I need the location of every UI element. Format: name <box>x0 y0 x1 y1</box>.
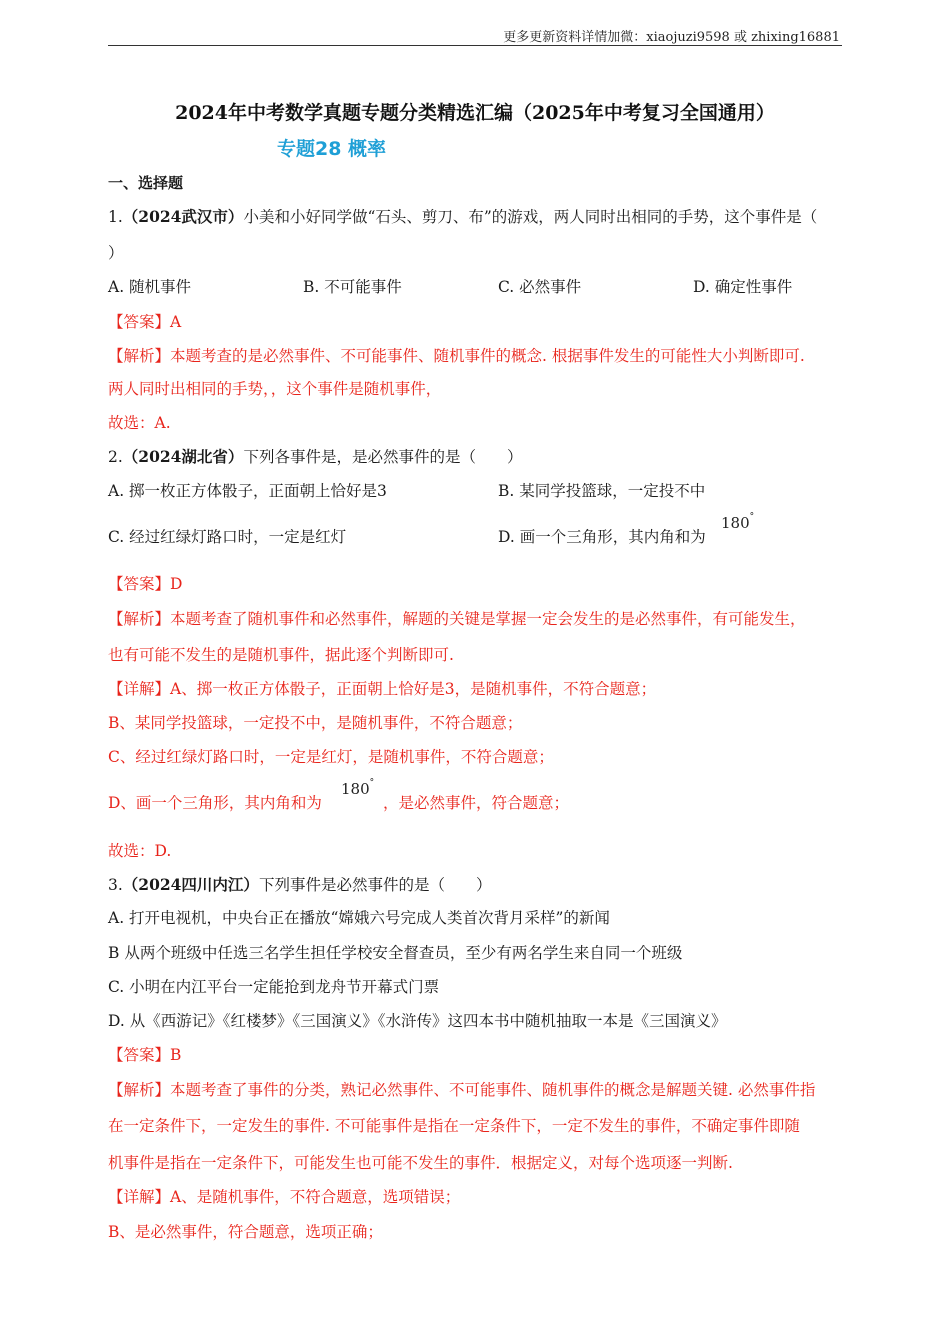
q1-option-a: A. 随机事件 <box>108 278 192 296</box>
q1-analysis-tag: 【解析】 <box>108 347 171 365</box>
q1-stem-end: ） <box>108 244 124 262</box>
q2-detail-c: C、经过红绿灯路口时，一定是红灯，是随机事件，不符合题意； <box>108 748 554 766</box>
q3-analysis-text: 本题考查了事件的分类，熟记必然事件、不可能事件、随机事件的概念是解题关键. 必然事件指 <box>170 1081 816 1099</box>
header-divider <box>108 45 842 46</box>
q1-option-b: B. 不可能事件 <box>303 278 402 296</box>
q2-analysis-text: 本题考查了随机事件和必然事件，解题的关键是掌握一定会发生的是必然事件，有可能发生， <box>170 610 806 628</box>
q2-analysis-2: 也有可能不发生的是随机事件，据此逐个判断即可. <box>108 646 454 664</box>
q2-number: 2. <box>108 448 123 466</box>
q3-detail-b: B、是必然事件，符合题意，选项正确； <box>108 1223 383 1241</box>
document-subtitle: 专题28 概率 <box>277 138 387 160</box>
q1-conclusion: 故选：A. <box>108 414 171 432</box>
q3-option-a: A. 打开电视机，中央台正在播放“嫦娥六号完成人类首次背月采样”的新闻 <box>108 909 610 927</box>
q2-analysis <box>108 608 806 630</box>
q2-answer-tag: 【答案】 <box>108 575 171 593</box>
q3-option-b: B 从两个班级中任选三名学生担任学校安全督查员，至少有两名学生来自同一个班级 <box>108 944 683 962</box>
section-heading: 一、选择题 <box>108 174 184 192</box>
q1-number: 1. <box>108 208 123 226</box>
q3-source: （2024四川内江） <box>122 875 259 894</box>
q3-stem <box>108 874 491 896</box>
q2-option-b: B. 某同学投篮球，一定投不中 <box>498 482 706 500</box>
q2-detail-a-text: A、掷一枚正方体骰子，正面朝上恰好是3，是随机事件，不符合题意； <box>170 680 657 698</box>
q3-option-c: C. 小明在内江平台一定能抢到龙舟节开幕式门票 <box>108 978 440 996</box>
q2-conclusion: 故选：D. <box>108 842 172 860</box>
q2-detail-a <box>108 678 656 700</box>
q2-text: 下列各事件是，是必然事件的是（ ） <box>243 448 523 466</box>
q1-option-d: D. 确定性事件 <box>693 278 793 296</box>
q3-answer-tag: 【答案】 <box>108 1046 171 1064</box>
q2-detail-tag: 【详解】 <box>108 680 171 698</box>
q1-stem <box>108 206 817 228</box>
q1-source: （2024武汉市） <box>122 207 244 226</box>
q1-option-c: C. 必然事件 <box>498 278 582 296</box>
q2-detail-d-degree: 180° <box>341 778 375 798</box>
q2-option-d: D. 画一个三角形，其内角和为 <box>498 528 706 546</box>
q1-analysis-text: 本题考查的是必然事件、不可能事件、随机事件的概念. 根据事件发生的可能性大小判断即可. <box>170 347 805 365</box>
q3-text: 下列事件是必然事件的是（ ） <box>258 876 492 894</box>
q2-answer <box>108 573 182 595</box>
q2-detail-d-post: ，是必然事件，符合题意； <box>383 794 570 812</box>
q3-answer-value: B <box>170 1046 182 1064</box>
header-note: 更多更新资料详情加微：xiaojuzi9598 或 zhixing16881 <box>503 30 840 45</box>
q3-number: 3. <box>108 876 123 894</box>
q3-detail-tag: 【详解】 <box>108 1188 171 1206</box>
q3-analysis-2: 在一定条件下，一定发生的事件. 不可能事件是指在一定条件下，一定不发生的事件，不确定事件即随 <box>108 1117 800 1135</box>
document-title: 2024年中考数学真题专题分类精选汇编（2025年中考复习全国通用） <box>175 102 775 124</box>
q1-answer-value: A <box>170 313 182 331</box>
q2-option-a: A. 掷一枚正方体骰子，正面朝上恰好是3 <box>108 482 387 500</box>
q2-stem <box>108 446 522 468</box>
q3-detail-a <box>108 1186 460 1208</box>
q2-detail-b: B、某同学投篮球，一定投不中，是随机事件，不符合题意； <box>108 714 523 732</box>
q3-analysis-tag: 【解析】 <box>108 1081 171 1099</box>
q1-text: 小美和小好同学做“石头、剪刀、布”的游戏，两人同时出相同的手势，这个事件是（ <box>243 208 818 226</box>
q3-analysis <box>108 1079 815 1101</box>
q2-option-d-degree: 180° <box>721 512 755 532</box>
q1-analysis <box>108 345 805 367</box>
q1-answer <box>108 311 181 333</box>
q2-source: （2024湖北省） <box>122 447 244 466</box>
q2-detail-d-pre: D、画一个三角形，其内角和为 <box>108 794 322 812</box>
q2-answer-value: D <box>170 575 183 593</box>
q3-option-d: D. 从《西游记》《红楼梦》《三国演义》《水浒传》这四本书中随机抽取一本是《三国演义》 <box>108 1012 727 1030</box>
q1-analysis-2: 两人同时出相同的手势，，这个事件是随机事件， <box>108 380 442 398</box>
q2-analysis-tag: 【解析】 <box>108 610 171 628</box>
q3-detail-a-text: A、是随机事件，不符合题意，选项错误； <box>170 1188 461 1206</box>
q3-analysis-3: 机事件是指在一定条件下，可能发生也可能不发生的事件．根据定义，对每个选项逐一判断. <box>108 1154 733 1172</box>
q3-answer <box>108 1044 181 1066</box>
q1-answer-tag: 【答案】 <box>108 313 171 331</box>
q2-option-c: C. 经过红绿灯路口时，一定是红灯 <box>108 528 347 546</box>
